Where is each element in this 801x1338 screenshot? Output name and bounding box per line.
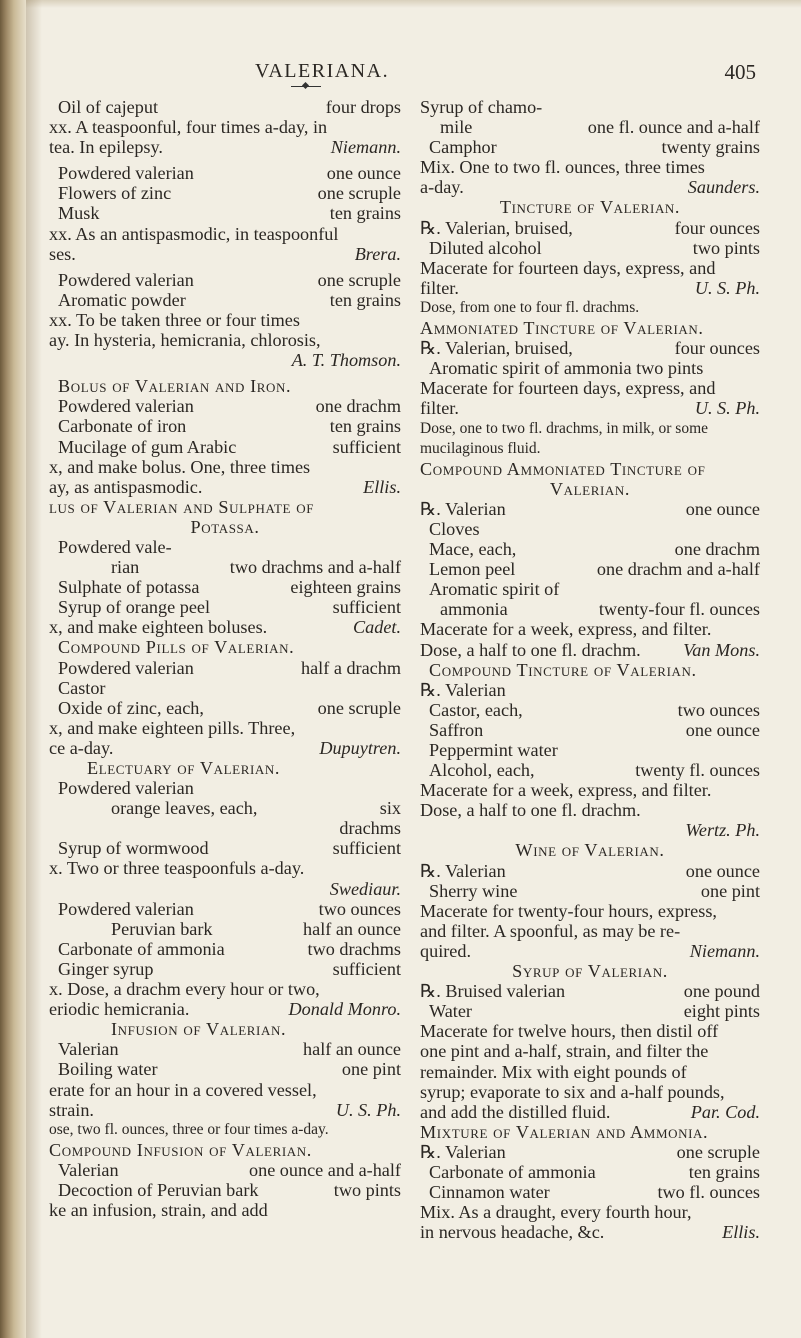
text-line bbox=[420, 459, 760, 479]
line-text: in nervous headache, &c. bbox=[420, 1222, 605, 1243]
text-line bbox=[420, 1162, 760, 1182]
text-line bbox=[420, 780, 760, 800]
text-line bbox=[420, 218, 760, 238]
page-top-edge bbox=[0, 0, 801, 8]
text-line bbox=[49, 457, 401, 477]
line-text: orange leaves, each, bbox=[111, 798, 258, 819]
text-line bbox=[420, 599, 760, 619]
line-text: strain. bbox=[49, 1099, 94, 1120]
text-line bbox=[49, 678, 401, 698]
line-value: ten grains bbox=[329, 203, 401, 224]
line-value: one ounce bbox=[685, 498, 760, 519]
line-text: ay, as antispasmodic. bbox=[49, 476, 203, 497]
line-text: Dose, from one to four fl. drachms. bbox=[420, 298, 640, 316]
line-value: two drachms and a-half bbox=[229, 557, 401, 578]
line-text: x. Dose, a drachm every hour or two, bbox=[49, 979, 320, 1000]
text-line bbox=[49, 818, 401, 838]
line-text: Compound Pills of Valerian. bbox=[58, 637, 295, 658]
line-text: and add the distilled fluid. bbox=[420, 1101, 611, 1122]
text-line bbox=[49, 310, 401, 330]
text-line bbox=[49, 738, 401, 758]
line-value: two pints bbox=[333, 1179, 401, 1200]
line-text: one pint and a-half, strain, and filter the bbox=[420, 1041, 709, 1062]
line-value: two ounces bbox=[677, 699, 760, 720]
line-text: Powdered valerian bbox=[58, 778, 194, 799]
line-text: Dose, a half to one fl. drachm. bbox=[420, 639, 641, 660]
line-value: half an ounce bbox=[303, 918, 401, 939]
line-value: Cadet. bbox=[353, 617, 401, 638]
text-line bbox=[420, 559, 760, 579]
line-text: Syrup of chamo- bbox=[420, 97, 543, 117]
line-value: sufficient bbox=[332, 958, 401, 979]
text-line bbox=[49, 979, 401, 999]
line-value: six bbox=[379, 798, 401, 819]
line-value: Par. Cod. bbox=[690, 1101, 760, 1122]
text-line bbox=[420, 881, 760, 901]
line-value: U. S. Ph. bbox=[335, 1099, 401, 1120]
text-line bbox=[420, 439, 760, 459]
text-line bbox=[420, 1222, 760, 1242]
line-value: Donald Monro. bbox=[288, 999, 401, 1020]
text-line bbox=[49, 718, 401, 738]
text-line bbox=[49, 1160, 401, 1180]
line-text: drachms bbox=[339, 818, 401, 839]
running-header bbox=[60, 60, 760, 90]
text-line bbox=[49, 437, 401, 457]
text-line bbox=[420, 800, 760, 820]
text-line bbox=[49, 290, 401, 310]
line-text: filter. bbox=[420, 398, 459, 419]
line-value: sufficient bbox=[332, 436, 401, 457]
line-text: Oil of cajeput bbox=[58, 97, 158, 117]
line-value: one ounce bbox=[326, 163, 401, 184]
line-text: Aromatic powder bbox=[58, 289, 186, 310]
line-text: Camphor bbox=[429, 137, 497, 158]
line-text: Macerate for a week, express, and filter. bbox=[420, 619, 712, 640]
line-text: Compound Ammoniated Tincture of bbox=[420, 458, 706, 479]
line-text: Ginger syrup bbox=[58, 958, 154, 979]
line-text: A. T. Thomson. bbox=[291, 350, 401, 371]
line-text: ℞. Valerian bbox=[420, 679, 506, 700]
line-text: and filter. A spoonful, as may be re- bbox=[420, 920, 681, 941]
line-text: syrup; evaporate to six and a-half pounds, bbox=[420, 1081, 725, 1102]
line-value: U. S. Ph. bbox=[694, 398, 760, 419]
text-line bbox=[420, 861, 760, 881]
line-text: ℞. Valerian bbox=[420, 1141, 506, 1162]
text-line bbox=[420, 941, 760, 961]
text-line bbox=[420, 961, 760, 981]
text-line bbox=[49, 778, 401, 798]
text-line bbox=[420, 700, 760, 720]
line-text: Sulphate of potassa bbox=[58, 577, 200, 598]
line-text: Wine of Valerian. bbox=[515, 840, 665, 861]
line-text: Peppermint water bbox=[429, 740, 558, 760]
line-text: Powdered valerian bbox=[58, 269, 194, 290]
text-line bbox=[420, 1142, 760, 1162]
line-value: one scruple bbox=[317, 269, 401, 290]
line-text: ce a-day. bbox=[49, 737, 114, 758]
line-value: one pint bbox=[700, 880, 760, 901]
text-line bbox=[49, 477, 401, 497]
text-line bbox=[420, 921, 760, 941]
line-text: Potassa. bbox=[190, 516, 260, 537]
line-text: ses. bbox=[49, 243, 76, 264]
line-value: one ounce bbox=[685, 719, 760, 740]
text-line bbox=[420, 539, 760, 559]
text-line bbox=[49, 330, 401, 350]
line-value: sufficient bbox=[332, 838, 401, 859]
text-line bbox=[49, 939, 401, 959]
line-text: xx. As an antispasmodic, in teaspoonful bbox=[49, 223, 339, 244]
text-line bbox=[49, 183, 401, 203]
line-text: Powdered valerian bbox=[58, 396, 194, 417]
line-text: Powdered valerian bbox=[58, 657, 194, 678]
line-value: Niemann. bbox=[689, 940, 760, 961]
text-line bbox=[49, 244, 401, 264]
line-text: Musk bbox=[58, 203, 100, 224]
line-text: rian bbox=[111, 557, 140, 578]
line-text: eriodic hemicrania. bbox=[49, 999, 190, 1020]
text-line bbox=[420, 640, 760, 660]
line-value: Van Mons. bbox=[683, 639, 760, 660]
line-value: one drachm bbox=[674, 539, 760, 560]
text-line bbox=[49, 537, 401, 557]
line-text: Saffron bbox=[429, 719, 484, 740]
line-text: Cinnamon water bbox=[429, 1182, 550, 1203]
text-line bbox=[49, 1100, 401, 1120]
text-line bbox=[49, 617, 401, 637]
line-text: Macerate for a week, express, and filter. bbox=[420, 780, 712, 801]
line-value: twenty grains bbox=[661, 137, 760, 158]
text-line bbox=[420, 579, 760, 599]
line-text: Wertz. Ph. bbox=[685, 820, 760, 841]
line-text: xx. To be taken three or four times bbox=[49, 309, 300, 330]
text-line bbox=[49, 858, 401, 878]
line-text: Compound Infusion of Valerian. bbox=[49, 1139, 312, 1160]
line-text: Peruvian bark bbox=[111, 918, 213, 939]
text-line bbox=[420, 1122, 760, 1142]
line-text: ose, two fl. ounces, three or four times a-day. bbox=[49, 1120, 329, 1138]
text-line bbox=[49, 1120, 401, 1140]
line-text: Aromatic spirit of ammonia two pints bbox=[429, 358, 704, 379]
line-text: ammonia bbox=[440, 599, 508, 620]
text-line bbox=[49, 270, 401, 290]
text-line bbox=[420, 981, 760, 1001]
line-text: Valerian bbox=[58, 1039, 119, 1060]
text-line bbox=[420, 619, 760, 639]
text-line bbox=[49, 517, 401, 537]
line-text: ay. In hysteria, hemicrania, chlorosis, bbox=[49, 330, 321, 351]
text-line bbox=[49, 1059, 401, 1079]
line-value: two fl. ounces bbox=[657, 1182, 760, 1203]
line-text: Macerate for fourteen days, express, and bbox=[420, 257, 716, 278]
text-line bbox=[420, 419, 760, 439]
line-value: one drachm and a-half bbox=[596, 559, 760, 580]
book-gutter bbox=[0, 0, 26, 1338]
line-text: Diluted alcohol bbox=[429, 237, 542, 258]
text-line bbox=[49, 203, 401, 223]
line-text: Ammoniated Tincture of Valerian. bbox=[420, 318, 704, 339]
text-line bbox=[49, 999, 401, 1019]
line-value: one drachm bbox=[315, 396, 401, 417]
line-text: Syrup of Valerian. bbox=[512, 961, 668, 982]
line-value: Dupuytren. bbox=[319, 737, 401, 758]
line-value: twenty-four fl. ounces bbox=[598, 599, 760, 620]
line-text: Sherry wine bbox=[429, 880, 518, 901]
text-line bbox=[420, 238, 760, 258]
line-text: Water bbox=[429, 1001, 472, 1022]
line-value: two pints bbox=[692, 237, 760, 258]
line-text: Syrup of orange peel bbox=[58, 597, 211, 618]
line-value: four drops bbox=[325, 97, 401, 117]
text-line bbox=[420, 479, 760, 499]
text-line bbox=[420, 318, 760, 338]
line-value: two ounces bbox=[318, 898, 401, 919]
line-text: remainder. Mix with eight pounds of bbox=[420, 1061, 687, 1082]
line-text: Mix. One to two fl. ounces, three times bbox=[420, 157, 705, 178]
line-text: ℞. Valerian bbox=[420, 498, 506, 519]
line-text: ℞. Valerian, bruised, bbox=[420, 338, 573, 359]
line-text: Macerate for twelve hours, then distil off bbox=[420, 1021, 719, 1042]
line-text: Carbonate of ammonia bbox=[58, 938, 225, 959]
text-line bbox=[49, 350, 401, 370]
text-line bbox=[420, 680, 760, 700]
text-line bbox=[420, 197, 760, 217]
text-line bbox=[420, 1041, 760, 1061]
text-line bbox=[420, 760, 760, 780]
line-text: xx. A teaspoonful, four times a-day, in bbox=[49, 117, 328, 138]
page-number: 405 bbox=[724, 60, 756, 84]
text-line bbox=[420, 378, 760, 398]
line-value: half an ounce bbox=[303, 1039, 401, 1060]
line-value: half a drachm bbox=[301, 657, 401, 678]
line-value: four ounces bbox=[674, 217, 760, 238]
line-value: one scruple bbox=[676, 1141, 760, 1162]
text-line bbox=[420, 398, 760, 418]
text-line bbox=[49, 224, 401, 244]
line-text: Valerian bbox=[58, 1159, 119, 1180]
line-text: lus of Valerian and Sulphate of bbox=[49, 496, 315, 517]
line-text: Bolus of Valerian and Iron. bbox=[58, 376, 292, 397]
line-text: Boiling water bbox=[58, 1059, 158, 1080]
text-line bbox=[420, 298, 760, 318]
line-text: Mace, each, bbox=[429, 539, 517, 560]
line-text: Carbonate of iron bbox=[58, 416, 187, 437]
line-text: ℞. Bruised valerian bbox=[420, 981, 566, 1002]
line-value: four ounces bbox=[674, 338, 760, 359]
text-line bbox=[420, 499, 760, 519]
line-text: tea. In epilepsy. bbox=[49, 137, 163, 158]
line-value: one pint bbox=[341, 1059, 401, 1080]
line-value: one fl. ounce and a-half bbox=[587, 117, 760, 138]
text-line bbox=[49, 658, 401, 678]
text-line bbox=[49, 919, 401, 939]
line-value: U. S. Ph. bbox=[694, 277, 760, 298]
line-text: Powdered vale- bbox=[58, 536, 172, 557]
line-text: Castor, each, bbox=[429, 699, 523, 720]
line-text: x. Two or three teaspoonfuls a-day. bbox=[49, 858, 305, 879]
line-text: Powdered valerian bbox=[58, 163, 194, 184]
line-text: quired. bbox=[420, 940, 472, 961]
text-line bbox=[49, 597, 401, 617]
line-value: ten grains bbox=[329, 416, 401, 437]
gutter-shadow bbox=[26, 0, 42, 1338]
text-line bbox=[420, 177, 760, 197]
text-line bbox=[420, 278, 760, 298]
text-line bbox=[420, 660, 760, 680]
line-text: Castor bbox=[58, 677, 106, 698]
line-value: one ounce bbox=[685, 860, 760, 881]
line-text: Aromatic spirit of bbox=[429, 579, 560, 600]
line-value: Niemann. bbox=[330, 137, 401, 158]
text-line bbox=[420, 1182, 760, 1202]
line-value: Saunders. bbox=[687, 177, 760, 198]
text-line bbox=[49, 637, 401, 657]
line-value: Brera. bbox=[354, 243, 401, 264]
text-line bbox=[420, 1021, 760, 1041]
text-line bbox=[49, 416, 401, 436]
line-text: mile bbox=[440, 117, 473, 138]
line-text: x, and make bolus. One, three times bbox=[49, 456, 311, 477]
text-line bbox=[420, 258, 760, 278]
right-column bbox=[420, 97, 760, 1242]
line-text: Carbonate of ammonia bbox=[429, 1161, 596, 1182]
text-line bbox=[420, 740, 760, 760]
text-line bbox=[49, 1180, 401, 1200]
line-value: Ellis. bbox=[722, 1222, 760, 1243]
line-value: sufficient bbox=[332, 597, 401, 618]
text-line bbox=[49, 557, 401, 577]
line-text: mucilaginous fluid. bbox=[420, 439, 541, 457]
line-text: Syrup of wormwood bbox=[58, 838, 209, 859]
text-line bbox=[49, 879, 401, 899]
text-line bbox=[420, 358, 760, 378]
line-value: ten grains bbox=[688, 1161, 760, 1182]
text-line bbox=[49, 97, 401, 117]
line-text: Tincture of Valerian. bbox=[499, 197, 681, 218]
text-line bbox=[49, 396, 401, 416]
text-line bbox=[49, 959, 401, 979]
line-value: ten grains bbox=[329, 289, 401, 310]
text-line bbox=[420, 820, 760, 840]
line-text: Lemon peel bbox=[429, 559, 516, 580]
line-text: ℞. Valerian, bruised, bbox=[420, 217, 573, 238]
text-line bbox=[49, 798, 401, 818]
text-line bbox=[49, 497, 401, 517]
line-text: Cloves bbox=[429, 518, 480, 539]
text-line bbox=[49, 1080, 401, 1100]
line-text: Compound Tincture of Valerian. bbox=[429, 659, 697, 680]
line-value: Ellis. bbox=[363, 476, 401, 497]
text-line bbox=[420, 1082, 760, 1102]
line-text: Mixture of Valerian and Ammonia. bbox=[420, 1121, 709, 1142]
text-line bbox=[420, 117, 760, 137]
line-text: Dose, a half to one fl. drachm. bbox=[420, 800, 641, 821]
text-line bbox=[49, 163, 401, 183]
line-text: Macerate for twenty-four hours, express, bbox=[420, 900, 717, 921]
line-value: two drachms bbox=[307, 938, 401, 959]
line-text: Mucilage of gum Arabic bbox=[58, 436, 237, 457]
text-line bbox=[420, 519, 760, 539]
text-line bbox=[49, 838, 401, 858]
line-text: Infusion of Valerian. bbox=[111, 1019, 287, 1040]
text-line bbox=[420, 1202, 760, 1222]
line-text: Electuary of Valerian. bbox=[87, 758, 281, 778]
text-line bbox=[49, 1039, 401, 1059]
text-line bbox=[420, 840, 760, 860]
line-text: Dose, one to two fl. drachms, in milk, or some bbox=[420, 419, 708, 437]
line-value: one pound bbox=[683, 981, 760, 1002]
text-line bbox=[49, 698, 401, 718]
line-text: Macerate for fourteen days, express, and bbox=[420, 378, 716, 399]
text-line bbox=[49, 577, 401, 597]
text-line bbox=[49, 1140, 401, 1160]
line-value: one scruple bbox=[317, 183, 401, 204]
left-column bbox=[49, 97, 401, 1220]
line-text: ke an infusion, strain, and add bbox=[49, 1200, 268, 1221]
line-text: Decoction of Peruvian bark bbox=[58, 1179, 259, 1200]
line-text: Swediaur. bbox=[329, 878, 401, 899]
line-text: Oxide of zinc, each, bbox=[58, 697, 204, 718]
text-line bbox=[49, 137, 401, 157]
line-text: x, and make eighteen pills. Three, bbox=[49, 717, 296, 738]
line-value: one scruple bbox=[317, 697, 401, 718]
text-line bbox=[420, 1062, 760, 1082]
text-line bbox=[420, 901, 760, 921]
line-text: ℞. Valerian bbox=[420, 860, 506, 881]
line-text: Flowers of zinc bbox=[58, 183, 172, 204]
text-line bbox=[49, 1019, 401, 1039]
line-text: Powdered valerian bbox=[58, 898, 194, 919]
line-value: eight pints bbox=[683, 1001, 760, 1022]
line-text: Mix. As a draught, every fourth hour, bbox=[420, 1202, 692, 1223]
text-line bbox=[420, 157, 760, 177]
text-line bbox=[420, 1001, 760, 1021]
line-text: Alcohol, each, bbox=[429, 760, 535, 781]
text-line bbox=[49, 376, 401, 396]
text-line bbox=[420, 97, 760, 117]
text-line bbox=[49, 899, 401, 919]
line-text: erate for an hour in a covered vessel, bbox=[49, 1079, 317, 1100]
running-title: VALERIANA. bbox=[255, 60, 390, 82]
text-line bbox=[49, 117, 401, 137]
line-value: one ounce and a-half bbox=[249, 1159, 401, 1180]
line-text: Valerian. bbox=[549, 478, 631, 499]
text-line bbox=[49, 1200, 401, 1220]
text-line bbox=[420, 338, 760, 358]
line-text: x, and make eighteen boluses. bbox=[49, 617, 268, 638]
line-text: filter. bbox=[420, 277, 459, 298]
text-line bbox=[420, 1102, 760, 1122]
text-line bbox=[420, 137, 760, 157]
line-text: a-day. bbox=[420, 177, 464, 198]
text-line bbox=[49, 758, 401, 778]
text-line bbox=[420, 720, 760, 740]
line-value: twenty fl. ounces bbox=[635, 760, 760, 781]
line-value: eighteen grains bbox=[290, 577, 401, 598]
